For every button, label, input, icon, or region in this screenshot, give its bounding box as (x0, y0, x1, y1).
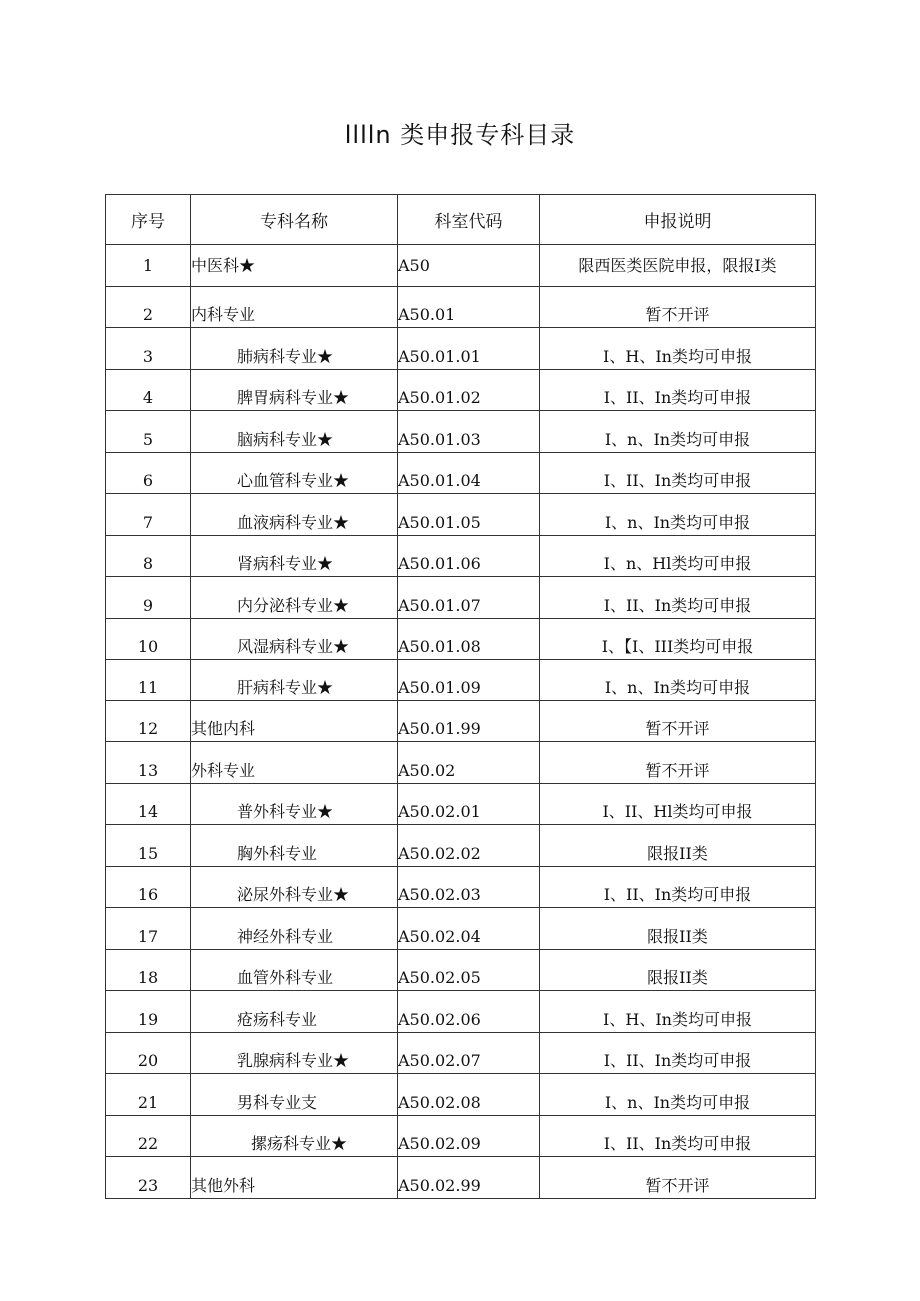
application-note: 暂不开评 (540, 701, 816, 742)
specialty-name: 肾病科专业★ (191, 536, 398, 577)
department-code: A50.01.05 (398, 494, 540, 536)
application-note: I、II、In类均可申报 (540, 370, 816, 411)
application-note: I、n、In类均可申报 (540, 1074, 816, 1116)
row-number: 8 (106, 536, 191, 577)
row-number: 17 (106, 908, 191, 950)
specialty-name: 肝病科专业★ (191, 660, 398, 701)
specialty-name: 其他内科 (191, 701, 398, 742)
application-note: I、II、In类均可申报 (540, 453, 816, 494)
application-note: I、n、Hl类均可申报 (540, 536, 816, 577)
specialty-name: 脾胃病科专业★ (191, 370, 398, 411)
department-code: A50.01.09 (398, 660, 540, 701)
application-note: I、II、In类均可申报 (540, 1116, 816, 1157)
table-row (106, 287, 816, 328)
department-code: A50.01.99 (398, 701, 540, 742)
application-note: 暂不开评 (540, 742, 816, 784)
application-note: I、II、Hl类均可申报 (540, 784, 816, 825)
row-number: 9 (106, 577, 191, 619)
department-code: A50.02.07 (398, 1033, 540, 1074)
row-number: 12 (106, 701, 191, 742)
department-code: A50.01 (398, 287, 540, 328)
application-note: 限报II类 (540, 908, 816, 950)
row-number: 22 (106, 1116, 191, 1157)
specialty-name: 乳腺病科专业★ (191, 1033, 398, 1074)
table-row (106, 867, 816, 908)
specialty-catalog-table (105, 194, 816, 1199)
row-number: 5 (106, 411, 191, 453)
department-code: A50.02.99 (398, 1157, 540, 1199)
table-row (106, 494, 816, 536)
specialty-name: 脑病科专业★ (191, 411, 398, 453)
header-note: 申报说明 (540, 195, 816, 245)
specialty-name: 风湿病科专业★ (191, 619, 398, 660)
row-number: 15 (106, 825, 191, 867)
application-note: I、n、In类均可申报 (540, 660, 816, 701)
header-name: 专科名称 (191, 195, 398, 245)
table-row (106, 950, 816, 991)
table-row (106, 825, 816, 867)
row-number: 7 (106, 494, 191, 536)
department-code: A50.01.03 (398, 411, 540, 453)
department-code: A50.02.05 (398, 950, 540, 991)
department-code: A50 (398, 245, 540, 287)
table-row (106, 536, 816, 577)
specialty-name: 普外科专业★ (191, 784, 398, 825)
specialty-name: 血液病科专业★ (191, 494, 398, 536)
specialty-name: 血管外科专业 (191, 950, 398, 991)
department-code: A50.01.08 (398, 619, 540, 660)
table-row (106, 1074, 816, 1116)
department-code: A50.01.07 (398, 577, 540, 619)
table-row (106, 411, 816, 453)
application-note: 限报II类 (540, 825, 816, 867)
table-row (106, 577, 816, 619)
department-code: A50.01.01 (398, 328, 540, 370)
department-code: A50.02.09 (398, 1116, 540, 1157)
specialty-name: 泌尿外科专业★ (191, 867, 398, 908)
application-note: 暂不开评 (540, 1157, 816, 1199)
specialty-name: 其他外科 (191, 1157, 398, 1199)
table-row (106, 1157, 816, 1199)
department-code: A50.02.03 (398, 867, 540, 908)
specialty-name: 内科专业 (191, 287, 398, 328)
application-note: I、H、In类均可申报 (540, 991, 816, 1033)
application-note: 限报II类 (540, 950, 816, 991)
application-note: I、II、In类均可申报 (540, 577, 816, 619)
table-row (106, 991, 816, 1033)
application-note: I、n、In类均可申报 (540, 411, 816, 453)
department-code: A50.02.08 (398, 1074, 540, 1116)
specialty-name: 心血管科专业★ (191, 453, 398, 494)
header-no: 序号 (106, 195, 191, 245)
application-note: I、【I、III类均可申报 (540, 619, 816, 660)
specialty-name: 神经外科专业 (191, 908, 398, 950)
row-number: 3 (106, 328, 191, 370)
specialty-name: 中医科★ (191, 245, 398, 287)
application-note: I、II、In类均可申报 (540, 867, 816, 908)
row-number: 10 (106, 619, 191, 660)
table-row (106, 245, 816, 287)
specialty-name: 疮疡科专业 (191, 991, 398, 1033)
row-number: 23 (106, 1157, 191, 1199)
specialty-name: 胸外科专业 (191, 825, 398, 867)
table-row (106, 1033, 816, 1074)
department-code: A50.02.02 (398, 825, 540, 867)
row-number: 11 (106, 660, 191, 701)
table-row (106, 701, 816, 742)
table-row (106, 908, 816, 950)
application-note: 限西医类医院申报，限报I类 (540, 245, 816, 287)
row-number: 16 (106, 867, 191, 908)
department-code: A50.02.04 (398, 908, 540, 950)
table-row (106, 370, 816, 411)
row-number: 14 (106, 784, 191, 825)
application-note: 暂不开评 (540, 287, 816, 328)
header-code: 科室代码 (398, 195, 540, 245)
table-row (106, 453, 816, 494)
table-row (106, 660, 816, 701)
row-number: 4 (106, 370, 191, 411)
application-note: I、n、In类均可申报 (540, 494, 816, 536)
application-note: I、H、In类均可申报 (540, 328, 816, 370)
table-row (106, 1116, 816, 1157)
department-code: A50.02.01 (398, 784, 540, 825)
department-code: A50.02.06 (398, 991, 540, 1033)
row-number: 20 (106, 1033, 191, 1074)
row-number: 1 (106, 245, 191, 287)
row-number: 18 (106, 950, 191, 991)
department-code: A50.02 (398, 742, 540, 784)
department-code: A50.01.02 (398, 370, 540, 411)
application-note: I、II、In类均可申报 (540, 1033, 816, 1074)
row-number: 6 (106, 453, 191, 494)
row-number: 2 (106, 287, 191, 328)
table-row (106, 328, 816, 370)
department-code: A50.01.06 (398, 536, 540, 577)
specialty-name: 内分泌科专业★ (191, 577, 398, 619)
table-body (106, 245, 816, 1199)
specialty-name: 肺病科专业★ (191, 328, 398, 370)
table-row (106, 742, 816, 784)
specialty-name: 男科专业支 (191, 1074, 398, 1116)
table-row (106, 619, 816, 660)
department-code: A50.01.04 (398, 453, 540, 494)
page-title: lllln 类申报专科目录 (344, 121, 576, 149)
row-number: 13 (106, 742, 191, 784)
row-number: 21 (106, 1074, 191, 1116)
specialty-name: 摞疡科专业★ (191, 1116, 398, 1157)
table-row (106, 784, 816, 825)
row-number: 19 (106, 991, 191, 1033)
table-header-row (106, 195, 816, 245)
specialty-name: 外科专业 (191, 742, 398, 784)
